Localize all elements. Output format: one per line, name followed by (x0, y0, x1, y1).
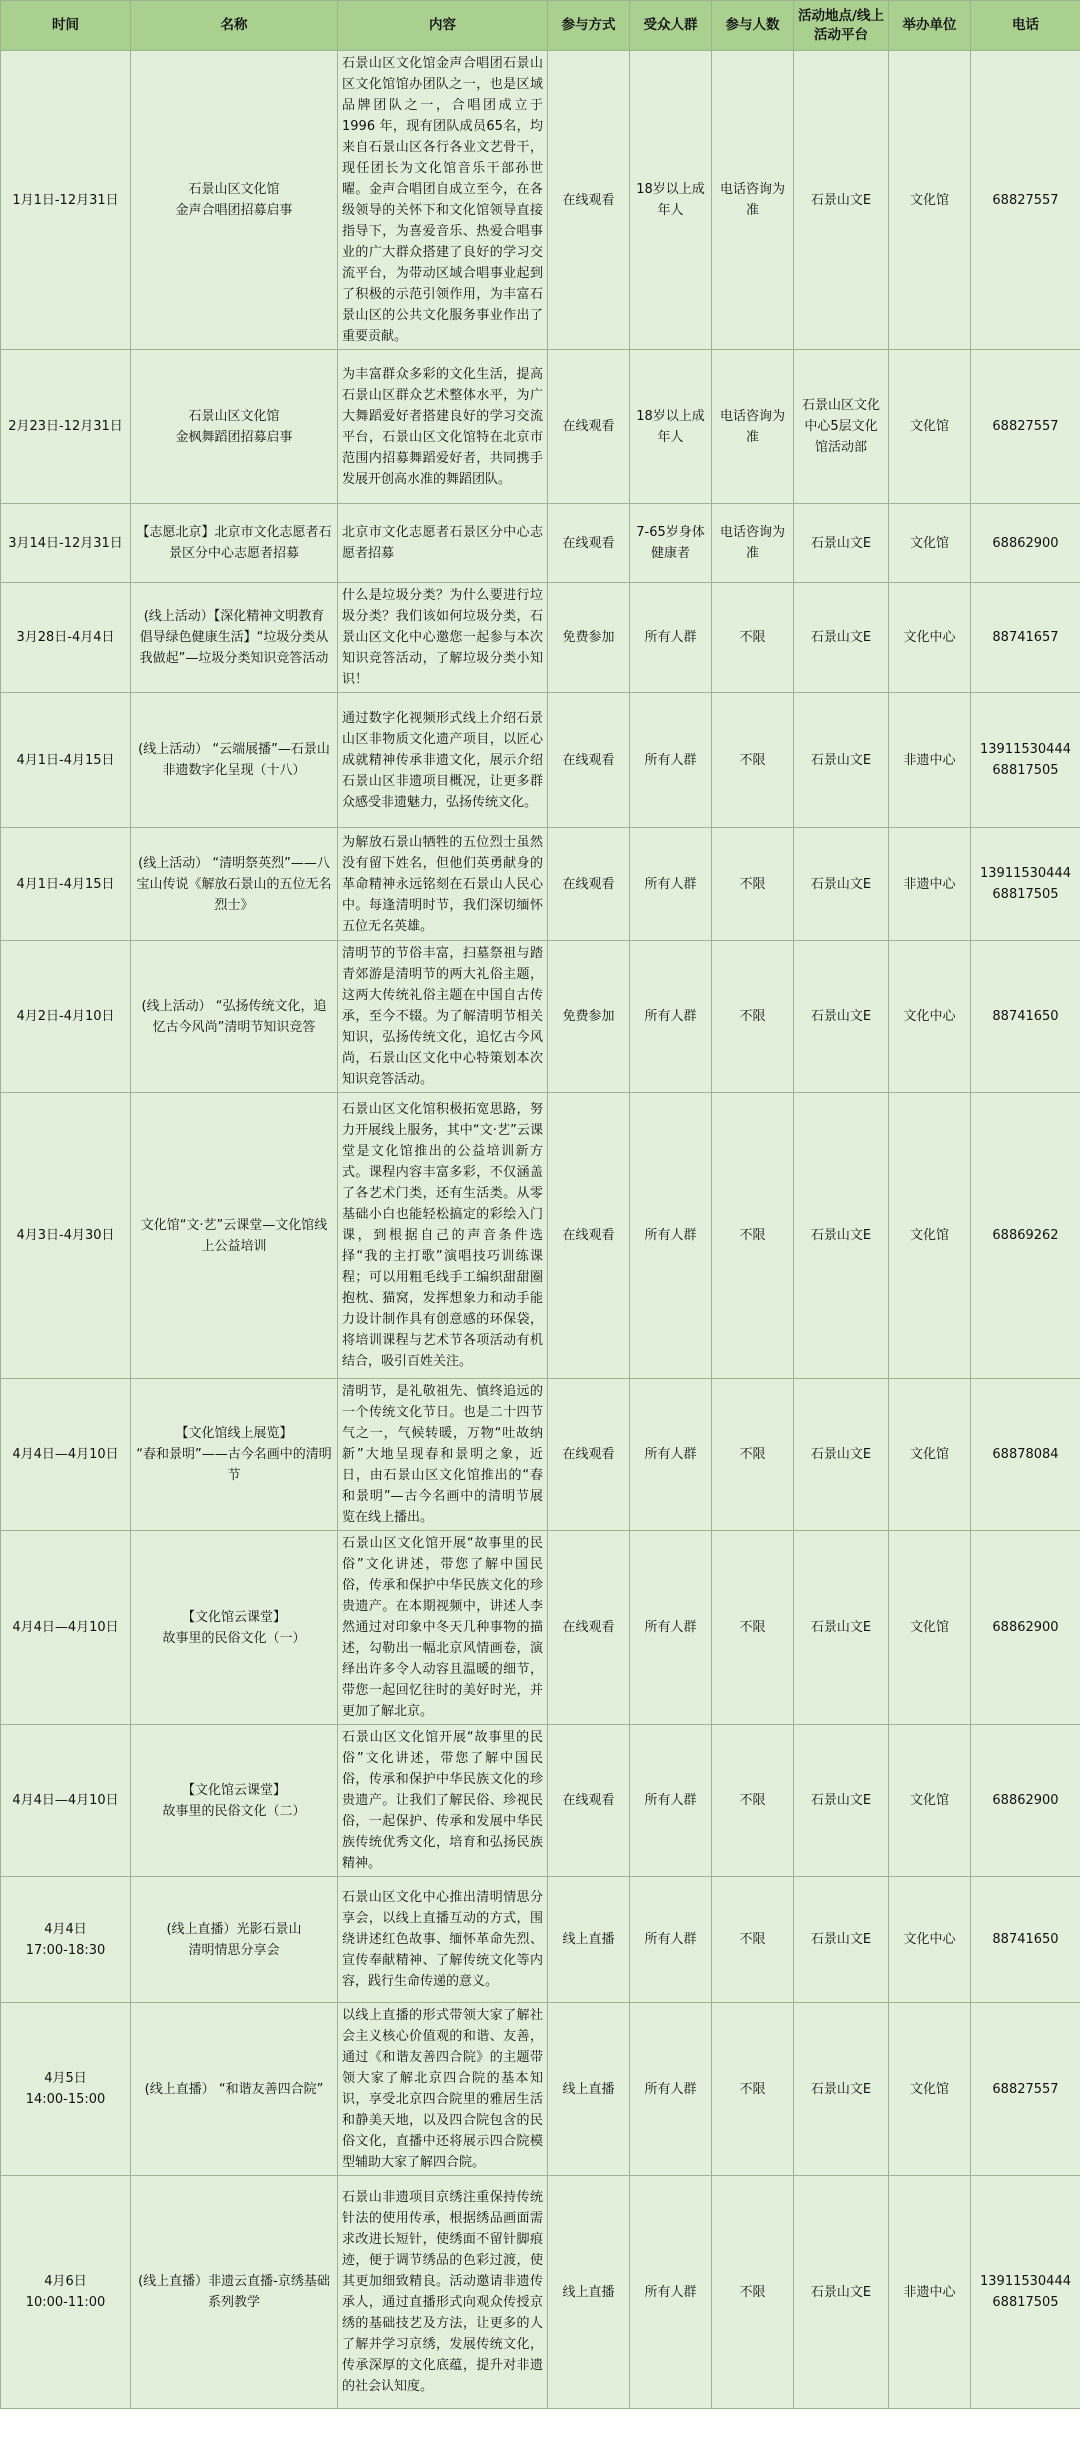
cell-phone: 68827557 (971, 51, 1080, 350)
cell-phone: 68862900 (971, 1531, 1080, 1725)
cell-time: 4月4日—4月10日 (1, 1531, 131, 1725)
header-host: 举办单位 (889, 1, 971, 51)
cell-host: 文化中心 (889, 941, 971, 1093)
cell-name: 文化馆“文·艺”云课堂—文化馆线上公益培训 (131, 1093, 338, 1379)
cell-method: 在线观看 (548, 1531, 630, 1725)
table-row (1, 504, 1080, 583)
cell-phone: 13911530444 68817505 (971, 2176, 1080, 2409)
cell-time: 3月28日-4月4日 (1, 583, 131, 693)
cell-phone: 88741650 (971, 1877, 1080, 2003)
cell-time: 4月4日 17:00-18:30 (1, 1877, 131, 2003)
cell-audience: 所有人群 (630, 1531, 712, 1725)
cell-venue: 石景山文E (794, 2176, 889, 2409)
cell-host: 文化馆 (889, 1531, 971, 1725)
cell-host: 文化中心 (889, 583, 971, 693)
cell-host: 文化中心 (889, 1877, 971, 2003)
cell-venue: 石景山文E (794, 941, 889, 1093)
cell-count: 不限 (712, 941, 794, 1093)
cell-host: 文化馆 (889, 1093, 971, 1379)
table-row (1, 828, 1080, 941)
cell-time: 3月14日-12月31日 (1, 504, 131, 583)
cell-content: 清明节的节俗丰富，扫墓祭祖与踏青郊游是清明节的两大礼俗主题，这两大传统礼俗主题在中国自古传承，至今不辍。为了解清明节相关知识，弘扬传统文化，追忆古今风尚，石景山区文化中心特策划本次知识竞答活动。 (338, 941, 548, 1093)
cell-method: 在线观看 (548, 504, 630, 583)
cell-host: 文化馆 (889, 1725, 971, 1877)
cell-venue: 石景山文E (794, 828, 889, 941)
cell-venue: 石景山文E (794, 1877, 889, 2003)
cell-audience: 所有人群 (630, 583, 712, 693)
cell-count: 不限 (712, 1093, 794, 1379)
cell-content: 北京市文化志愿者石景区分中心志愿者招募 (338, 504, 548, 583)
table-row (1, 941, 1080, 1093)
table-row (1, 1531, 1080, 1725)
cell-content: 石景山区文化馆开展“故事里的民俗”文化讲述，带您了解中国民俗，传承和保护中华民族文化的珍贵遗产。让我们了解民俗、珍视民俗，一起保护、传承和发展中华民族传统优秀文化，培育和弘扬民族精神。 (338, 1725, 548, 1877)
header-row (1, 1, 1080, 51)
table-row (1, 2003, 1080, 2176)
cell-audience: 所有人群 (630, 828, 712, 941)
cell-count: 电话咨询为准 (712, 350, 794, 504)
cell-time: 4月6日 10:00-11:00 (1, 2176, 131, 2409)
cell-time: 4月1日-4月15日 (1, 693, 131, 828)
cell-phone: 68878084 (971, 1379, 1080, 1531)
cell-count: 不限 (712, 1877, 794, 2003)
cell-host: 非遗中心 (889, 693, 971, 828)
cell-audience: 所有人群 (630, 2176, 712, 2409)
cell-content: 以线上直播的形式带领大家了解社会主义核心价值观的和谐、友善，通过《和谐友善四合院》的主题带领大家了解北京四合院的基本知识，享受北京四合院里的雅居生活和静美天地，以及四合院包含的民俗文化，直播中还将展示四合院模型辅助大家了解四合院。 (338, 2003, 548, 2176)
cell-name: (线上活动）【深化精神文明教育 倡导绿色健康生活】“垃圾分类从我做起”—垃圾分类知识竞答活动 (131, 583, 338, 693)
cell-phone: 88741650 (971, 941, 1080, 1093)
table-row (1, 51, 1080, 350)
cell-time: 4月2日-4月10日 (1, 941, 131, 1093)
header-method: 参与方式 (548, 1, 630, 51)
cell-phone: 68827557 (971, 350, 1080, 504)
cell-name: 石景山区文化馆 金声合唱团招募启事 (131, 51, 338, 350)
cell-host: 文化馆 (889, 2003, 971, 2176)
cell-content: 石景山区文化馆金声合唱团石景山区文化馆馆办团队之一，也是区域品牌团队之一，合唱团成立于 1996 年，现有团队成员65名，均来自石景山区各行各业文艺骨干，现任团长为文化馆音乐干部孙世曜。金声合唱团自成立至今，在各级领导的关怀下和文化馆领导直接指导下，为喜爱音乐、热爱合唱事业的广大群众搭建了良好的学习交流平台，为带动区域合唱事业起到了积极的示范引领作用，为丰富石景山区的公共文化服务事业作出了重要贡献。 (338, 51, 548, 350)
cell-content: 石景山区文化馆开展“故事里的民俗”文化讲述，带您了解中国民俗，传承和保护中华民族文化的珍贵遗产。在本期视频中，讲述人李然通过对印象中冬天几种事物的描述，勾勒出一幅北京风情画卷，演绎出许多令人动容且温暖的细节，带您一起回忆往时的美好时光，并更加了解北京。 (338, 1531, 548, 1725)
cell-time: 1月1日-12月31日 (1, 51, 131, 350)
cell-phone: 13911530444 68817505 (971, 828, 1080, 941)
cell-content: 石景山区文化馆积极拓宽思路，努力开展线上服务，其中“文·艺”云课堂是文化馆推出的公益培训新方式。课程内容丰富多彩，不仅涵盖了各艺术门类，还有生活类。从零基础小白也能轻松搞定的彩绘入门课，到根据自己的声音条件选择“我的主打歌”演唱技巧训练课程；可以用粗毛线手工编织甜甜圈抱枕、猫窝，发挥想象力和动手能力设计制作具有创意感的环保袋，将培训课程与艺术节各项活动有机结合，吸引百姓关注。 (338, 1093, 548, 1379)
cell-phone: 68869262 (971, 1093, 1080, 1379)
cell-venue: 石景山文E (794, 1093, 889, 1379)
cell-name: 石景山区文化馆 金枫舞蹈团招募启事 (131, 350, 338, 504)
cell-host: 非遗中心 (889, 2176, 971, 2409)
cell-name: 【志愿北京】北京市文化志愿者石景区分中心志愿者招募 (131, 504, 338, 583)
cell-host: 非遗中心 (889, 828, 971, 941)
header-venue: 活动地点/线上活动平台 (794, 1, 889, 51)
cell-name: (线上直播） “和谐友善四合院” (131, 2003, 338, 2176)
cell-phone: 13911530444 68817505 (971, 693, 1080, 828)
cell-venue: 石景山文E (794, 693, 889, 828)
table-row (1, 1093, 1080, 1379)
cell-method: 线上直播 (548, 2003, 630, 2176)
cell-time: 4月1日-4月15日 (1, 828, 131, 941)
cell-audience: 18岁以上成年人 (630, 51, 712, 350)
cell-audience: 7-65岁身体健康者 (630, 504, 712, 583)
cell-audience: 所有人群 (630, 693, 712, 828)
cell-method: 免费参加 (548, 941, 630, 1093)
cell-host: 文化馆 (889, 1379, 971, 1531)
cell-count: 不限 (712, 2003, 794, 2176)
cell-method: 免费参加 (548, 583, 630, 693)
cell-count: 不限 (712, 1725, 794, 1877)
cell-venue: 石景山文E (794, 51, 889, 350)
cell-host: 文化馆 (889, 51, 971, 350)
cell-method: 线上直播 (548, 2176, 630, 2409)
cell-time: 4月3日-4月30日 (1, 1093, 131, 1379)
cell-count: 不限 (712, 1531, 794, 1725)
table-row (1, 583, 1080, 693)
table-row (1, 1877, 1080, 2003)
cell-venue: 石景山文E (794, 504, 889, 583)
cell-venue: 石景山文E (794, 583, 889, 693)
table-row (1, 693, 1080, 828)
cell-venue: 石景山区文化中心5层文化馆活动部 (794, 350, 889, 504)
cell-time: 4月4日—4月10日 (1, 1379, 131, 1531)
table-row (1, 1379, 1080, 1531)
cell-method: 在线观看 (548, 1379, 630, 1531)
cell-name: 【文化馆云课堂】 故事里的民俗文化（二） (131, 1725, 338, 1877)
cell-name: 【文化馆云课堂】 故事里的民俗文化（一） (131, 1531, 338, 1725)
cell-count: 不限 (712, 583, 794, 693)
table-row (1, 2176, 1080, 2409)
header-audience: 受众人群 (630, 1, 712, 51)
header-phone: 电话 (971, 1, 1080, 51)
cell-audience: 所有人群 (630, 1379, 712, 1531)
header-count: 参与人数 (712, 1, 794, 51)
cell-method: 在线观看 (548, 693, 630, 828)
cell-count: 不限 (712, 828, 794, 941)
cell-phone: 68862900 (971, 504, 1080, 583)
cell-phone: 68827557 (971, 2003, 1080, 2176)
cell-time: 4月5日 14:00-15:00 (1, 2003, 131, 2176)
cell-content: 为解放石景山牺牲的五位烈士虽然没有留下姓名，但他们英勇献身的革命精神永远铭刻在石景山人民心中。每逢清明时节，我们深切缅怀五位无名英雄。 (338, 828, 548, 941)
cell-count: 不限 (712, 693, 794, 828)
cell-method: 在线观看 (548, 1725, 630, 1877)
cell-content: 石景山非遗项目京绣注重保持传统针法的使用传承，根据绣品画面需求改进长短针，使绣面不留针脚痕迹，便于调节绣品的色彩过渡，使其更加细致精良。活动邀请非遗传承人，通过直播形式向观众传授京绣的基础技艺及方法，让更多的人了解并学习京绣，发展传统文化，传承深厚的文化底蕴，提升对非遗的社会认知度。 (338, 2176, 548, 2409)
cell-method: 在线观看 (548, 51, 630, 350)
cell-name: 【文化馆线上展览】 “春和景明”——古今名画中的清明节 (131, 1379, 338, 1531)
cell-audience: 18岁以上成年人 (630, 350, 712, 504)
cell-audience: 所有人群 (630, 1877, 712, 2003)
cell-content: 石景山区文化中心推出清明情思分享会，以线上直播互动的方式，围绕讲述红色故事、缅怀革命先烈、宣传奉献精神、了解传统文化等内容，践行生命传递的意义。 (338, 1877, 548, 2003)
cell-name: (线上活动） “弘扬传统文化，追忆古今风尚”清明节知识竞答 (131, 941, 338, 1093)
table-row (1, 350, 1080, 504)
table-row (1, 1725, 1080, 1877)
cell-content: 什么是垃圾分类？为什么要进行垃圾分类？我们该如何垃圾分类，石景山区文化中心邀您一起参与本次知识竞答活动，了解垃圾分类小知识！ (338, 583, 548, 693)
cell-venue: 石景山文E (794, 1531, 889, 1725)
cell-time: 4月4日—4月10日 (1, 1725, 131, 1877)
cell-time: 2月23日-12月31日 (1, 350, 131, 504)
cell-count: 不限 (712, 1379, 794, 1531)
cell-name: (线上直播）非遗云直播-京绣基础系列教学 (131, 2176, 338, 2409)
cell-method: 在线观看 (548, 350, 630, 504)
header-time: 时间 (1, 1, 131, 51)
header-name: 名称 (131, 1, 338, 51)
cell-name: (线上活动） “清明祭英烈”——八宝山传说《解放石景山的五位无名烈士》 (131, 828, 338, 941)
cell-venue: 石景山文E (794, 1725, 889, 1877)
cell-content: 为丰富群众多彩的文化生活，提高石景山区群众艺术整体水平，为广大舞蹈爱好者搭建良好的学习交流平台，石景山区文化馆特在北京市范围内招募舞蹈爱好者，共同携手发展开创高水准的舞蹈团队。 (338, 350, 548, 504)
cell-host: 文化馆 (889, 350, 971, 504)
cell-name: (线上直播）光影石景山 清明情思分享会 (131, 1877, 338, 2003)
cell-name: (线上活动） “云端展播”—石景山非遗数字化呈现（十八） (131, 693, 338, 828)
cell-venue: 石景山文E (794, 1379, 889, 1531)
cell-phone: 88741657 (971, 583, 1080, 693)
cell-count: 电话咨询为准 (712, 504, 794, 583)
cell-venue: 石景山文E (794, 2003, 889, 2176)
cell-phone: 68862900 (971, 1725, 1080, 1877)
cell-audience: 所有人群 (630, 1093, 712, 1379)
cell-method: 在线观看 (548, 828, 630, 941)
header-content: 内容 (338, 1, 548, 51)
cell-method: 在线观看 (548, 1093, 630, 1379)
cell-count: 不限 (712, 2176, 794, 2409)
cell-audience: 所有人群 (630, 1725, 712, 1877)
cell-method: 线上直播 (548, 1877, 630, 2003)
cell-content: 通过数字化视频形式线上介绍石景山区非物质文化遗产项目，以匠心成就精神传承非遗文化，展示介绍石景山区非遗项目概况，让更多群众感受非遗魅力，弘扬传统文化。 (338, 693, 548, 828)
cell-count: 电话咨询为准 (712, 51, 794, 350)
cell-host: 文化馆 (889, 504, 971, 583)
cell-audience: 所有人群 (630, 2003, 712, 2176)
cell-content: 清明节，是礼敬祖先、慎终追远的一个传统文化节日。也是二十四节气之一，气候转暖，万物“吐故纳新”大地呈现春和景明之象，近日，由石景山区文化馆推出的“春和景明”—古今名画中的清明节展览在线上播出。 (338, 1379, 548, 1531)
cell-audience: 所有人群 (630, 941, 712, 1093)
